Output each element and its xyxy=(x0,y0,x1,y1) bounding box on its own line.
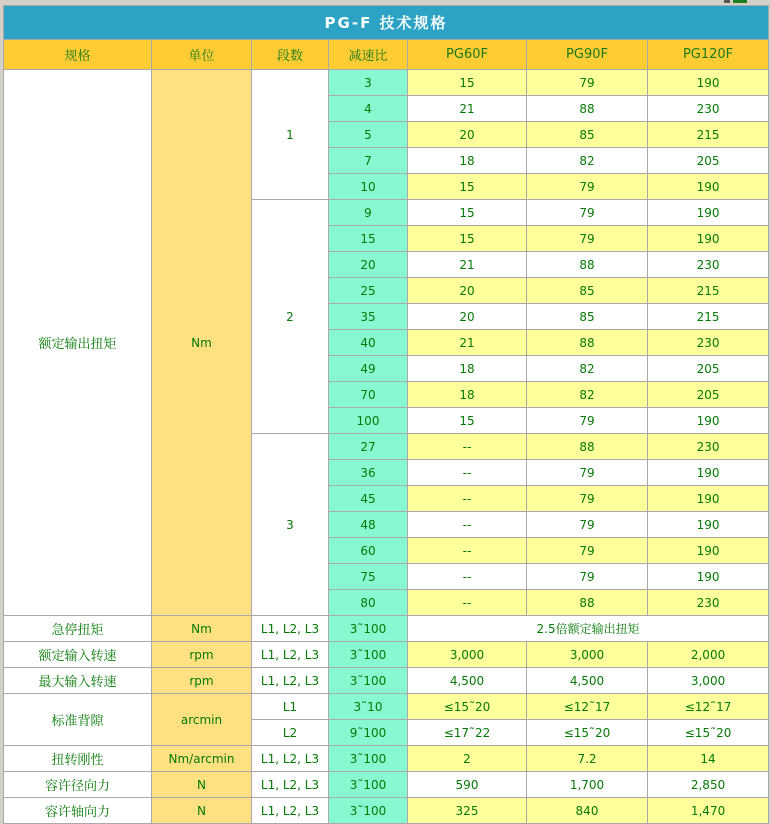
ratio-cell: 3˜100 xyxy=(329,668,408,694)
value-cell: 230 xyxy=(648,434,769,460)
table-row xyxy=(4,642,769,668)
value-cell: -- xyxy=(408,486,527,512)
stage-cell: L1 xyxy=(252,694,329,720)
ratio-cell: 10 xyxy=(329,174,408,200)
value-cell: 190 xyxy=(648,460,769,486)
unit-cell: rpm xyxy=(152,668,252,694)
merged-value-cell: 2.5倍额定输出扭矩 xyxy=(408,616,769,642)
value-cell: 88 xyxy=(527,434,648,460)
stage-cell: 2 xyxy=(252,200,329,434)
value-cell: 82 xyxy=(527,356,648,382)
value-cell: 325 xyxy=(408,798,527,824)
value-cell: 230 xyxy=(648,330,769,356)
table-row xyxy=(4,668,769,694)
column-header-stages: 段数 xyxy=(252,40,329,70)
stage-cell: L1, L2, L3 xyxy=(252,772,329,798)
ratio-cell: 70 xyxy=(329,382,408,408)
column-header-pg120f: PG120F xyxy=(648,40,769,70)
table-row xyxy=(4,694,769,720)
ratio-cell: 4 xyxy=(329,96,408,122)
stage-cell: L1, L2, L3 xyxy=(252,616,329,642)
value-cell: 20 xyxy=(408,122,527,148)
stage-cell: L1, L2, L3 xyxy=(252,642,329,668)
value-cell: 79 xyxy=(527,564,648,590)
value-cell: -- xyxy=(408,434,527,460)
ratio-cell: 80 xyxy=(329,590,408,616)
column-header-ratio: 减速比 xyxy=(329,40,408,70)
value-cell: 85 xyxy=(527,304,648,330)
ratio-cell: 40 xyxy=(329,330,408,356)
spec-table xyxy=(3,5,769,824)
value-cell: 15 xyxy=(408,408,527,434)
value-cell: 7.2 xyxy=(527,746,648,772)
value-cell: 14 xyxy=(648,746,769,772)
ratio-cell: 3˜10 xyxy=(329,694,408,720)
value-cell: 3,000 xyxy=(648,668,769,694)
value-cell: 15 xyxy=(408,174,527,200)
value-cell: 15 xyxy=(408,200,527,226)
value-cell: 190 xyxy=(648,564,769,590)
spec-label-cell: 最大输入转速 xyxy=(4,668,152,694)
unit-cell: Nm xyxy=(152,70,252,616)
spec-label-cell: 额定输入转速 xyxy=(4,642,152,668)
ratio-cell: 5 xyxy=(329,122,408,148)
value-cell: 79 xyxy=(527,408,648,434)
table-row xyxy=(4,616,769,642)
stage-cell: L1, L2, L3 xyxy=(252,746,329,772)
value-cell: 1,470 xyxy=(648,798,769,824)
value-cell: 21 xyxy=(408,330,527,356)
stage-cell: L1, L2, L3 xyxy=(252,798,329,824)
unit-cell: rpm xyxy=(152,642,252,668)
table-row xyxy=(4,70,769,96)
value-cell: ≤15˜20 xyxy=(408,694,527,720)
table-row xyxy=(4,746,769,772)
value-cell: 18 xyxy=(408,148,527,174)
value-cell: 190 xyxy=(648,200,769,226)
table-row xyxy=(4,798,769,824)
value-cell: 21 xyxy=(408,252,527,278)
column-header-unit: 单位 xyxy=(152,40,252,70)
value-cell: 230 xyxy=(648,252,769,278)
spec-label-cell: 额定输出扭矩 xyxy=(4,70,152,616)
value-cell: 215 xyxy=(648,304,769,330)
ratio-cell: 7 xyxy=(329,148,408,174)
value-cell: 18 xyxy=(408,382,527,408)
value-cell: 190 xyxy=(648,226,769,252)
value-cell: 190 xyxy=(648,538,769,564)
value-cell: 3,000 xyxy=(527,642,648,668)
value-cell: 82 xyxy=(527,382,648,408)
value-cell: 4,500 xyxy=(408,668,527,694)
value-cell: 215 xyxy=(648,122,769,148)
ratio-cell: 9 xyxy=(329,200,408,226)
table-row xyxy=(4,772,769,798)
unit-cell: N xyxy=(152,772,252,798)
spec-label-cell: 扭转刚性 xyxy=(4,746,152,772)
value-cell: 18 xyxy=(408,356,527,382)
ratio-cell: 60 xyxy=(329,538,408,564)
ratio-cell: 9˜100 xyxy=(329,720,408,746)
ratio-cell: 3˜100 xyxy=(329,616,408,642)
value-cell: -- xyxy=(408,538,527,564)
spec-label-cell: 容许径向力 xyxy=(4,772,152,798)
value-cell: 20 xyxy=(408,304,527,330)
value-cell: 79 xyxy=(527,512,648,538)
column-header-spec: 规格 xyxy=(4,40,152,70)
value-cell: 190 xyxy=(648,486,769,512)
value-cell: 205 xyxy=(648,148,769,174)
ratio-cell: 45 xyxy=(329,486,408,512)
value-cell: ≤12˜17 xyxy=(527,694,648,720)
value-cell: 79 xyxy=(527,226,648,252)
value-cell: -- xyxy=(408,460,527,486)
stage-cell: L2 xyxy=(252,720,329,746)
table-header-row xyxy=(4,40,769,70)
stage-cell: L1, L2, L3 xyxy=(252,668,329,694)
value-cell: ≤15˜20 xyxy=(648,720,769,746)
value-cell: 82 xyxy=(527,148,648,174)
ratio-cell: 48 xyxy=(329,512,408,538)
value-cell: 3,000 xyxy=(408,642,527,668)
value-cell: 4,500 xyxy=(527,668,648,694)
ratio-cell: 27 xyxy=(329,434,408,460)
value-cell: 840 xyxy=(527,798,648,824)
ratio-cell: 100 xyxy=(329,408,408,434)
stage-cell: 3 xyxy=(252,434,329,616)
page-title: PG-F 技术规格 xyxy=(4,6,769,40)
ratio-cell: 25 xyxy=(329,278,408,304)
ratio-cell: 3˜100 xyxy=(329,772,408,798)
ratio-cell: 75 xyxy=(329,564,408,590)
value-cell: 230 xyxy=(648,96,769,122)
spec-label-cell: 标准背隙 xyxy=(4,694,152,746)
unit-cell: Nm xyxy=(152,616,252,642)
ratio-cell: 20 xyxy=(329,252,408,278)
value-cell: 230 xyxy=(648,590,769,616)
value-cell: ≤17˜22 xyxy=(408,720,527,746)
clipped-glyph-icon xyxy=(733,0,747,3)
value-cell: 2 xyxy=(408,746,527,772)
value-cell: 205 xyxy=(648,382,769,408)
value-cell: 88 xyxy=(527,252,648,278)
ratio-cell: 35 xyxy=(329,304,408,330)
unit-cell: Nm/arcmin xyxy=(152,746,252,772)
ratio-cell: 3˜100 xyxy=(329,746,408,772)
unit-cell: N xyxy=(152,798,252,824)
value-cell: ≤12˜17 xyxy=(648,694,769,720)
value-cell: 190 xyxy=(648,408,769,434)
value-cell: 88 xyxy=(527,590,648,616)
value-cell: 79 xyxy=(527,460,648,486)
value-cell: 2,000 xyxy=(648,642,769,668)
clipped-glyph-icon xyxy=(724,0,730,3)
value-cell: 190 xyxy=(648,512,769,538)
value-cell: ≤15˜20 xyxy=(527,720,648,746)
value-cell: 215 xyxy=(648,278,769,304)
column-header-pg60f: PG60F xyxy=(408,40,527,70)
value-cell: 2,850 xyxy=(648,772,769,798)
value-cell: 79 xyxy=(527,200,648,226)
value-cell: 79 xyxy=(527,538,648,564)
value-cell: -- xyxy=(408,564,527,590)
ratio-cell: 3˜100 xyxy=(329,642,408,668)
value-cell: 15 xyxy=(408,70,527,96)
value-cell: 79 xyxy=(527,486,648,512)
unit-cell: arcmin xyxy=(152,694,252,746)
value-cell: 20 xyxy=(408,278,527,304)
value-cell: -- xyxy=(408,590,527,616)
stage-cell: 1 xyxy=(252,70,329,200)
spec-label-cell: 容许轴向力 xyxy=(4,798,152,824)
clipped-element-fragment xyxy=(724,0,747,3)
value-cell: 88 xyxy=(527,96,648,122)
value-cell: 190 xyxy=(648,70,769,96)
table-title-row xyxy=(4,6,769,40)
column-header-pg90f: PG90F xyxy=(527,40,648,70)
ratio-cell: 3˜100 xyxy=(329,798,408,824)
value-cell: -- xyxy=(408,512,527,538)
value-cell: 85 xyxy=(527,122,648,148)
value-cell: 15 xyxy=(408,226,527,252)
spec-label-cell: 急停扭矩 xyxy=(4,616,152,642)
value-cell: 190 xyxy=(648,174,769,200)
ratio-cell: 15 xyxy=(329,226,408,252)
value-cell: 1,700 xyxy=(527,772,648,798)
value-cell: 79 xyxy=(527,174,648,200)
value-cell: 85 xyxy=(527,278,648,304)
value-cell: 88 xyxy=(527,330,648,356)
value-cell: 205 xyxy=(648,356,769,382)
value-cell: 21 xyxy=(408,96,527,122)
ratio-cell: 3 xyxy=(329,70,408,96)
value-cell: 590 xyxy=(408,772,527,798)
ratio-cell: 49 xyxy=(329,356,408,382)
value-cell: 79 xyxy=(527,70,648,96)
ratio-cell: 36 xyxy=(329,460,408,486)
